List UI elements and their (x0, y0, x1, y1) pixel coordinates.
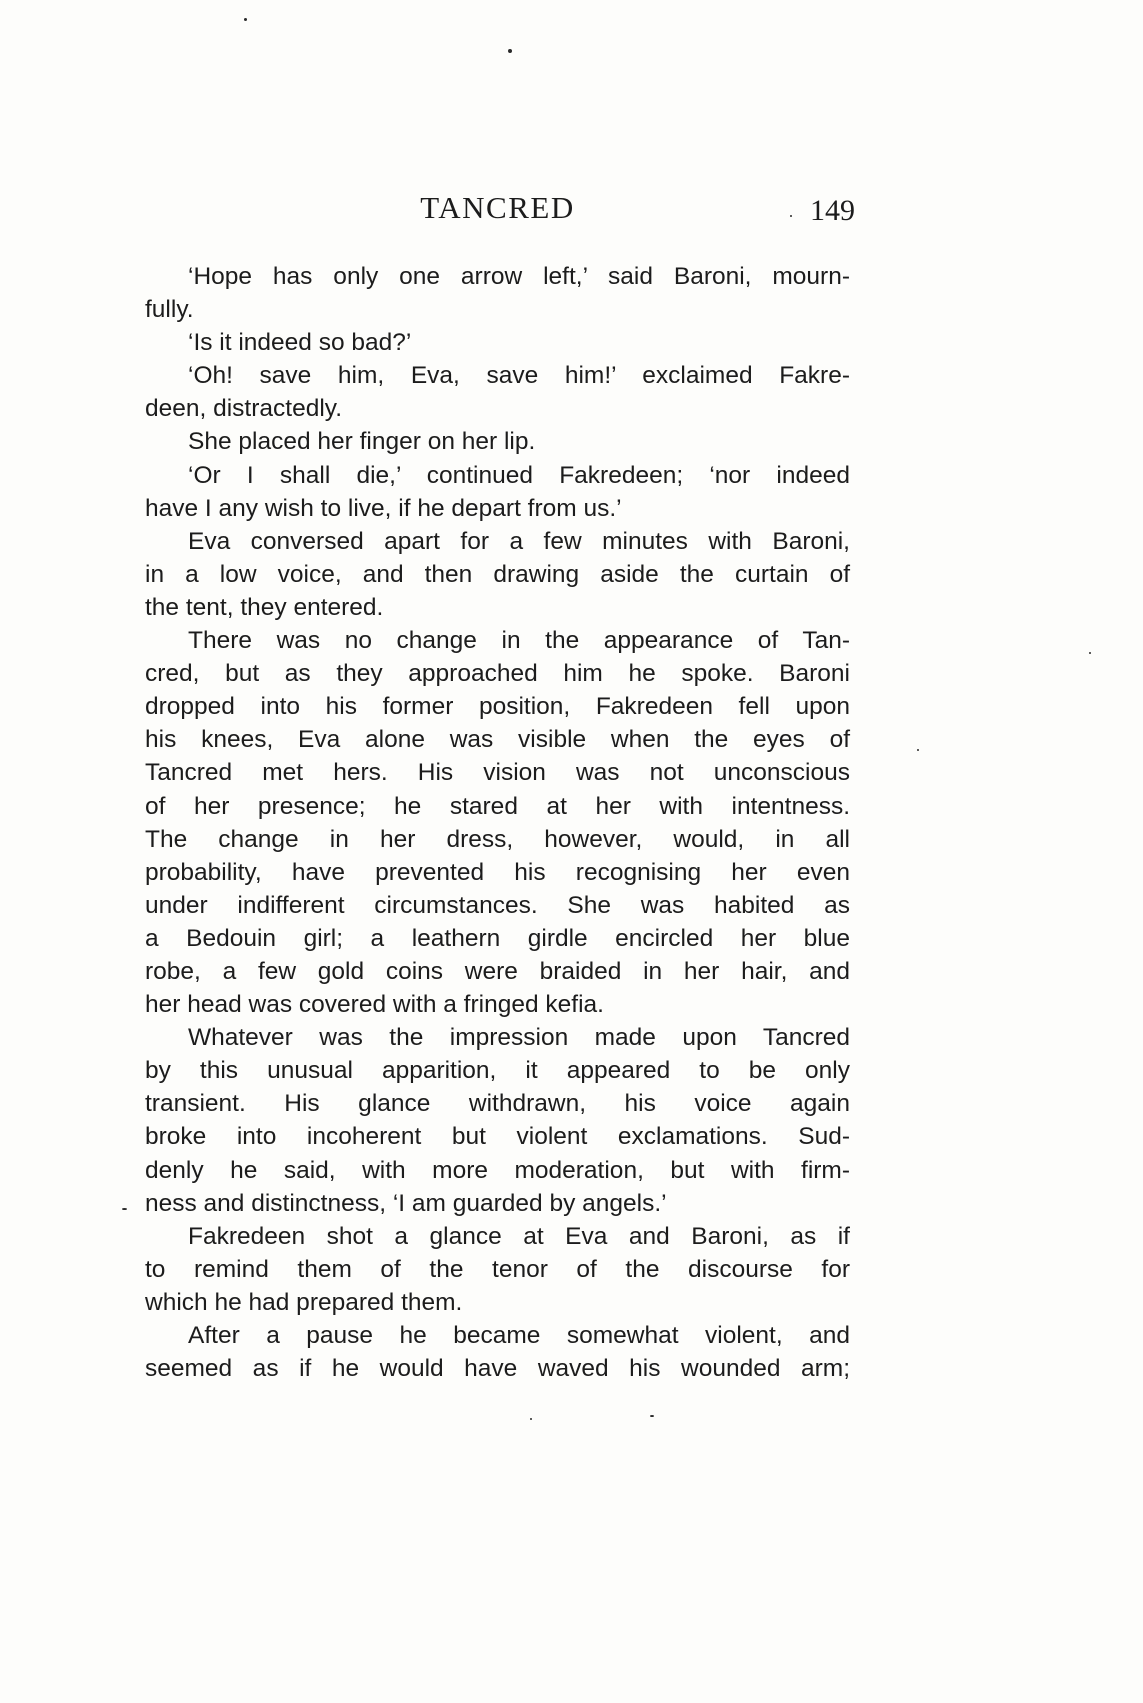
text-line: Fakredeen shot a glance at Eva and Baroni, as if (188, 1222, 850, 1250)
text-line: under indifferent circumstances. She was habited as (145, 891, 850, 919)
text-line: have I any wish to live, if he depart from us.’ (145, 494, 622, 522)
text-line: ness and distinctness, ‘I am guarded by angels.’ (145, 1189, 667, 1217)
text-line: the tent, they entered. (145, 593, 384, 621)
text-line: of her presence; he stared at her with intentness. (145, 792, 850, 820)
text-line: his knees, Eva alone was visible when the eyes of (145, 726, 850, 754)
scan-speck (122, 1208, 127, 1210)
text-line: robe, a few gold coins were braided in her hair, and (145, 957, 850, 985)
text-line: Eva conversed apart for a few minutes with Baroni, (188, 527, 850, 555)
text-line: ‘Hope has only one arrow left,’ said Baroni, mourn- (188, 263, 850, 290)
text-line: deen, distractedly. (145, 395, 343, 423)
text-line: ‘Oh! save him, Eva, save him!’ exclaimed Fakre- (188, 362, 850, 390)
text-line: transient. His glance withdrawn, his voice again (145, 1090, 850, 1118)
running-title: TANCRED (420, 190, 575, 225)
text-line: probability, have prevented his recognising her even (145, 858, 850, 886)
page-number: 149 (810, 194, 855, 227)
text-line: There was no change in the appearance of Tan- (188, 627, 850, 655)
text-line: broke into incoherent but violent exclamations. Sud- (145, 1123, 850, 1151)
text-line: ‘Or I shall die,’ continued Fakredeen; ‘nor indeed (188, 461, 850, 489)
scan-speck (650, 1415, 654, 1417)
text-line: to remind them of the tenor of the discourse for (145, 1255, 850, 1283)
running-head (145, 188, 855, 228)
text-line: seemed as if he would have waved his wounded arm; (145, 1355, 850, 1383)
scan-speck (790, 215, 792, 217)
text-line: cred, but as they approached him he spoke. Baroni (145, 660, 850, 688)
text-line: Tancred met hers. His vision was not unconscious (145, 759, 850, 787)
text-line: in a low voice, and then drawing aside the curtain of (145, 560, 850, 588)
text-line: which he had prepared them. (145, 1288, 463, 1316)
text-line: After a pause he became somewhat violent, and (188, 1322, 850, 1349)
text-line: her head was covered with a fringed kefia. (145, 991, 604, 1019)
text-line: denly he said, with more moderation, but with firm- (145, 1156, 850, 1184)
text-line: fully. (145, 296, 194, 324)
body-text (145, 260, 850, 1385)
text-line: ‘Is it indeed so bad?’ (188, 329, 412, 357)
text-line: Whatever was the impression made upon Tancred (188, 1024, 850, 1052)
text-line: She placed her finger on her lip. (188, 428, 536, 456)
scan-speck (917, 749, 919, 751)
text-line: a Bedouin girl; a leathern girdle encircled her blue (145, 924, 850, 952)
scan-speck (508, 49, 512, 53)
scan-speck (530, 1418, 532, 1420)
text-line: The change in her dress, however, would, in all (145, 825, 850, 853)
scan-speck (1089, 652, 1091, 654)
text-line: dropped into his former position, Fakredeen fell upon (145, 693, 850, 721)
text-line: by this unusual apparition, it appeared to be only (145, 1057, 850, 1085)
scan-speck (244, 18, 247, 21)
